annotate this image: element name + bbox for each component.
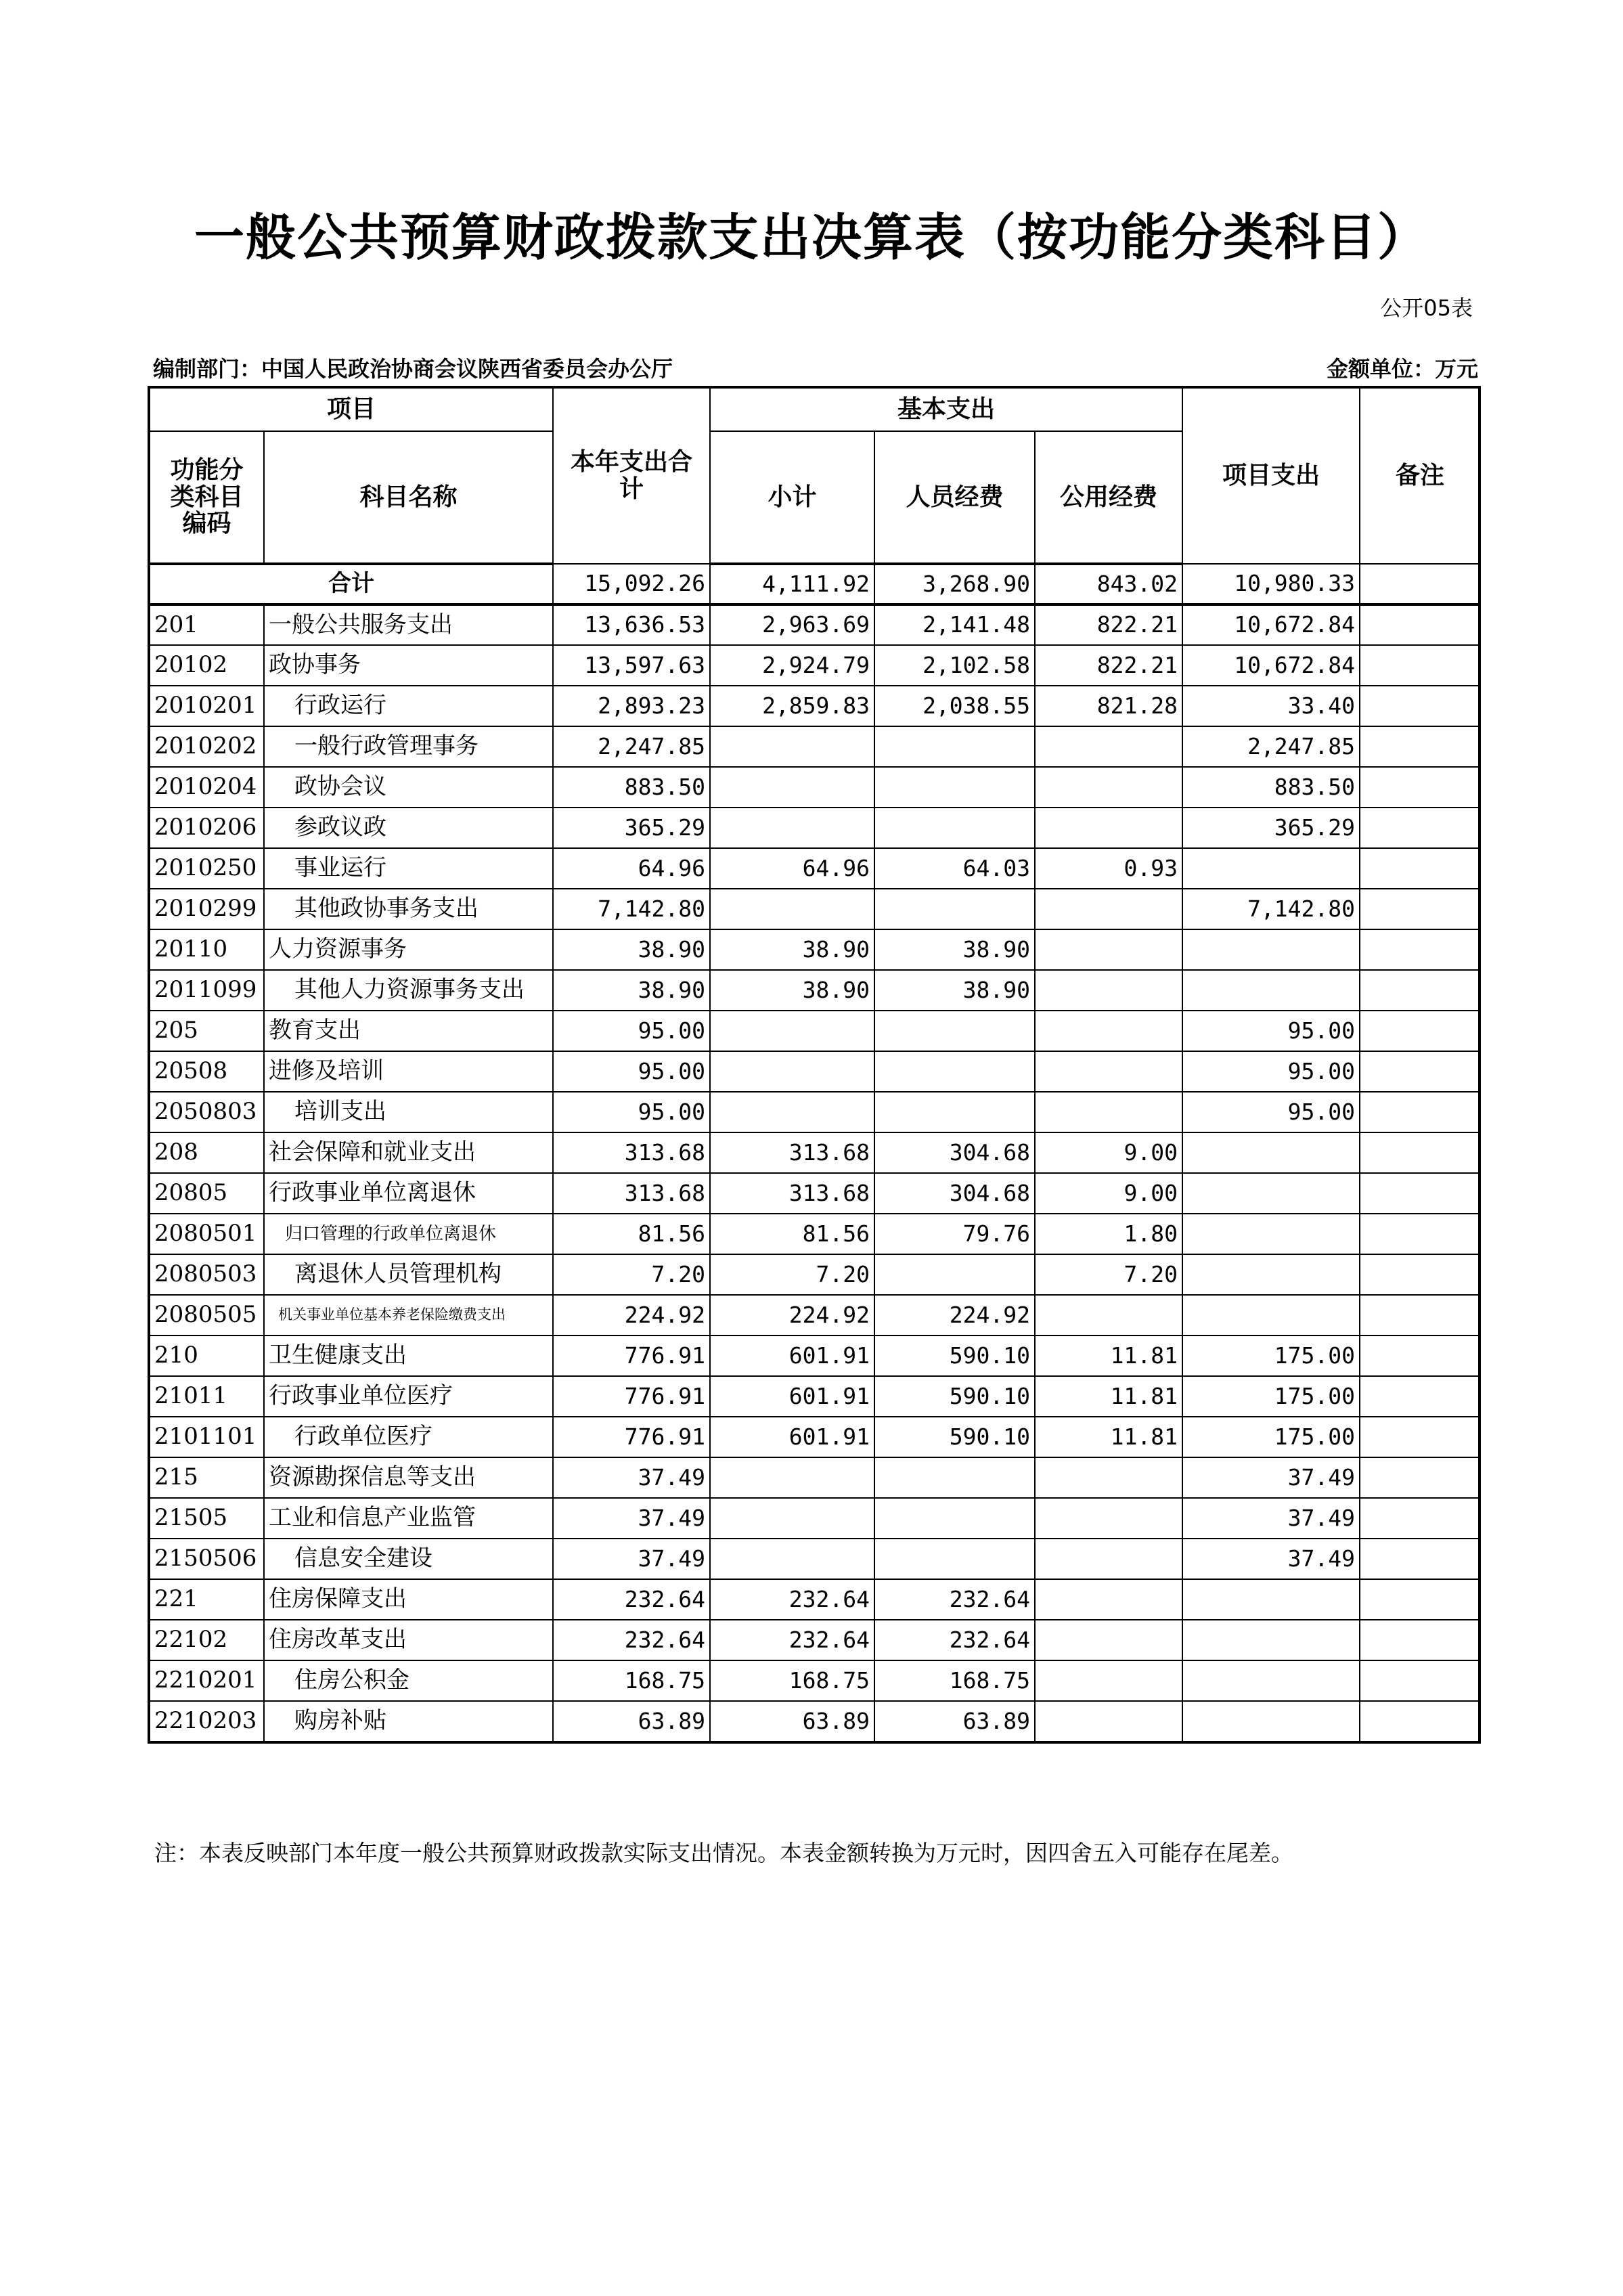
cell-project: 2,247.85 (1182, 726, 1360, 767)
cell-total: 95.00 (553, 1051, 710, 1092)
cell-name: 行政事业单位离退休 (264, 1173, 553, 1214)
cell-subtotal: 7.20 (710, 1254, 874, 1295)
cell-remark (1360, 1579, 1480, 1620)
department-label: 编制部门：中国人民政治协商会议陕西省委员会办公厅 (153, 356, 673, 382)
cell-total: 13,597.63 (553, 645, 710, 686)
cell-code: 2010206 (150, 808, 264, 848)
cell-project: 37.49 (1182, 1457, 1360, 1498)
header-total: 本年支出合 计 (553, 388, 710, 564)
cell-name: 进修及培训 (264, 1051, 553, 1092)
cell-name: 人力资源事务 (264, 929, 553, 970)
cell-remark (1360, 1132, 1480, 1173)
table-row (150, 1579, 1480, 1620)
cell-public: 9.00 (1035, 1132, 1182, 1173)
cell-personnel: 63.89 (874, 1701, 1035, 1742)
cell-total: 2,893.23 (553, 686, 710, 726)
cell-public (1035, 1539, 1182, 1579)
cell-personnel: 232.64 (874, 1579, 1035, 1620)
cell-public (1035, 1620, 1182, 1660)
cell-remark (1360, 1417, 1480, 1457)
cell-name: 培训支出 (264, 1092, 553, 1132)
cell-public (1035, 1701, 1182, 1742)
cell-code: 210 (150, 1335, 264, 1376)
cell-project (1182, 1173, 1360, 1214)
cell-remark (1360, 1295, 1480, 1335)
cell-total: 37.49 (553, 1539, 710, 1579)
cell-total: 7,142.80 (553, 889, 710, 929)
cell-public (1035, 1579, 1182, 1620)
cell-name: 离退休人员管理机构 (264, 1254, 553, 1295)
cell-name: 教育支出 (264, 1011, 553, 1051)
cell-code: 208 (150, 1132, 264, 1173)
cell-total: 232.64 (553, 1579, 710, 1620)
cell-subtotal: 232.64 (710, 1579, 874, 1620)
cell-public: 11.81 (1035, 1417, 1182, 1457)
cell-public: 822.21 (1035, 604, 1182, 645)
cell-subtotal (710, 1457, 874, 1498)
cell-public (1035, 929, 1182, 970)
table-row (150, 767, 1480, 808)
cell-total: 81.56 (553, 1214, 710, 1254)
cell-project: 175.00 (1182, 1335, 1360, 1376)
total-personnel: 3,268.90 (874, 564, 1035, 604)
cell-project (1182, 1660, 1360, 1701)
cell-name: 信息安全建设 (264, 1539, 553, 1579)
cell-name: 住房保障支出 (264, 1579, 553, 1620)
cell-remark (1360, 1660, 1480, 1701)
header-name: 科目名称 (264, 431, 553, 564)
cell-code: 22102 (150, 1620, 264, 1660)
cell-name: 政协会议 (264, 767, 553, 808)
cell-personnel (874, 1011, 1035, 1051)
total-public: 843.02 (1035, 564, 1182, 604)
cell-personnel: 38.90 (874, 929, 1035, 970)
cell-project: 10,672.84 (1182, 604, 1360, 645)
cell-total: 38.90 (553, 929, 710, 970)
cell-total: 63.89 (553, 1701, 710, 1742)
cell-code: 20805 (150, 1173, 264, 1214)
cell-subtotal: 313.68 (710, 1173, 874, 1214)
cell-remark (1360, 1092, 1480, 1132)
cell-personnel: 304.68 (874, 1173, 1035, 1214)
cell-public (1035, 1457, 1182, 1498)
cell-total: 7.20 (553, 1254, 710, 1295)
cell-code: 221 (150, 1579, 264, 1620)
cell-project (1182, 1620, 1360, 1660)
cell-code: 201 (150, 604, 264, 645)
cell-subtotal: 2,859.83 (710, 686, 874, 726)
cell-subtotal: 224.92 (710, 1295, 874, 1335)
cell-subtotal: 2,963.69 (710, 604, 874, 645)
table-row (150, 604, 1480, 645)
cell-code: 21011 (150, 1376, 264, 1417)
cell-total: 2,247.85 (553, 726, 710, 767)
cell-remark (1360, 767, 1480, 808)
cell-personnel: 590.10 (874, 1335, 1035, 1376)
cell-remark (1360, 1254, 1480, 1295)
cell-total: 95.00 (553, 1092, 710, 1132)
cell-public: 11.81 (1035, 1335, 1182, 1376)
table-row (150, 970, 1480, 1011)
cell-code: 2080501 (150, 1214, 264, 1254)
cell-total: 776.91 (553, 1335, 710, 1376)
table-row (150, 1335, 1480, 1376)
cell-personnel: 168.75 (874, 1660, 1035, 1701)
cell-project (1182, 970, 1360, 1011)
table-row (150, 1620, 1480, 1660)
cell-public: 11.81 (1035, 1376, 1182, 1417)
cell-public: 822.21 (1035, 645, 1182, 686)
cell-total: 64.96 (553, 848, 710, 889)
cell-code: 2010201 (150, 686, 264, 726)
header-row-1 (150, 388, 1480, 431)
total-row (150, 564, 1480, 604)
table-row (150, 1457, 1480, 1498)
cell-remark (1360, 1457, 1480, 1498)
total-subtotal: 4,111.92 (710, 564, 874, 604)
cell-project: 175.00 (1182, 1376, 1360, 1417)
cell-code: 2050803 (150, 1092, 264, 1132)
cell-code: 2080505 (150, 1295, 264, 1335)
cell-public (1035, 1051, 1182, 1092)
cell-name: 一般行政管理事务 (264, 726, 553, 767)
cell-name: 资源勘探信息等支出 (264, 1457, 553, 1498)
cell-remark (1360, 1051, 1480, 1092)
cell-subtotal: 313.68 (710, 1132, 874, 1173)
header-personnel: 人员经费 (874, 431, 1035, 564)
cell-code: 20508 (150, 1051, 264, 1092)
table-row (150, 1254, 1480, 1295)
cell-name: 一般公共服务支出 (264, 604, 553, 645)
cell-subtotal (710, 767, 874, 808)
cell-personnel: 2,102.58 (874, 645, 1035, 686)
cell-project: 95.00 (1182, 1011, 1360, 1051)
cell-project (1182, 1295, 1360, 1335)
cell-project: 37.49 (1182, 1498, 1360, 1539)
cell-subtotal: 601.91 (710, 1376, 874, 1417)
cell-public (1035, 1295, 1182, 1335)
total-project: 10,980.33 (1182, 564, 1360, 604)
cell-total: 313.68 (553, 1132, 710, 1173)
cell-name: 购房补贴 (264, 1701, 553, 1742)
cell-public (1035, 1011, 1182, 1051)
cell-remark (1360, 1376, 1480, 1417)
cell-subtotal: 168.75 (710, 1660, 874, 1701)
cell-public (1035, 1092, 1182, 1132)
footnote: 注：本表反映部门本年度一般公共预算财政拨款实际支出情况。本表金额转换为万元时，因四舍五入可能存在尾差。 (154, 1840, 1293, 1866)
cell-personnel (874, 1498, 1035, 1539)
cell-subtotal: 232.64 (710, 1620, 874, 1660)
cell-remark (1360, 848, 1480, 889)
header-basic: 基本支出 (710, 388, 1182, 431)
cell-project (1182, 929, 1360, 970)
cell-project (1182, 1701, 1360, 1742)
cell-subtotal (710, 1092, 874, 1132)
cell-personnel: 590.10 (874, 1376, 1035, 1417)
cell-project (1182, 848, 1360, 889)
table-row (150, 1173, 1480, 1214)
cell-code: 20102 (150, 645, 264, 686)
cell-project (1182, 1579, 1360, 1620)
cell-name: 行政单位医疗 (264, 1417, 553, 1457)
cell-subtotal: 2,924.79 (710, 645, 874, 686)
cell-total: 232.64 (553, 1620, 710, 1660)
cell-project: 95.00 (1182, 1051, 1360, 1092)
cell-personnel: 2,141.48 (874, 604, 1035, 645)
cell-personnel: 79.76 (874, 1214, 1035, 1254)
table-row (150, 1660, 1480, 1701)
cell-subtotal: 63.89 (710, 1701, 874, 1742)
cell-code: 2080503 (150, 1254, 264, 1295)
table-row (150, 1376, 1480, 1417)
cell-personnel: 38.90 (874, 970, 1035, 1011)
table-row (150, 1214, 1480, 1254)
cell-personnel (874, 767, 1035, 808)
table-row (150, 808, 1480, 848)
page-title: 一般公共预算财政拨款支出决算表（按功能分类科目） (194, 208, 1429, 267)
cell-total: 883.50 (553, 767, 710, 808)
cell-subtotal: 38.90 (710, 929, 874, 970)
cell-code: 2101101 (150, 1417, 264, 1457)
header-subtotal: 小计 (710, 431, 874, 564)
cell-remark (1360, 1011, 1480, 1051)
cell-total: 776.91 (553, 1417, 710, 1457)
cell-total: 13,636.53 (553, 604, 710, 645)
cell-name: 其他政协事务支出 (264, 889, 553, 929)
cell-remark (1360, 1498, 1480, 1539)
table-row (150, 645, 1480, 686)
cell-subtotal (710, 889, 874, 929)
cell-code: 2150506 (150, 1539, 264, 1579)
cell-total: 365.29 (553, 808, 710, 848)
header-remark: 备注 (1360, 388, 1480, 564)
cell-remark (1360, 929, 1480, 970)
cell-personnel (874, 1051, 1035, 1092)
cell-remark (1360, 1539, 1480, 1579)
cell-name: 住房改革支出 (264, 1620, 553, 1660)
cell-code: 2010250 (150, 848, 264, 889)
cell-subtotal (710, 1011, 874, 1051)
cell-remark (1360, 1173, 1480, 1214)
cell-code: 2210201 (150, 1660, 264, 1701)
cell-total: 37.49 (553, 1457, 710, 1498)
table-row (150, 726, 1480, 767)
table-row (150, 1498, 1480, 1539)
cell-code: 21505 (150, 1498, 264, 1539)
cell-public: 1.80 (1035, 1214, 1182, 1254)
table-row (150, 889, 1480, 929)
cell-personnel (874, 889, 1035, 929)
cell-subtotal (710, 1051, 874, 1092)
cell-personnel (874, 1539, 1035, 1579)
cell-name: 工业和信息产业监管 (264, 1498, 553, 1539)
cell-name: 政协事务 (264, 645, 553, 686)
cell-project: 10,672.84 (1182, 645, 1360, 686)
cell-subtotal (710, 808, 874, 848)
cell-code: 20110 (150, 929, 264, 970)
cell-project: 95.00 (1182, 1092, 1360, 1132)
table-row (150, 1539, 1480, 1579)
table-row (150, 848, 1480, 889)
expenditure-table (149, 387, 1481, 1742)
header-code: 功能分 类科目 编码 (150, 431, 264, 564)
cell-public: 9.00 (1035, 1173, 1182, 1214)
cell-name: 其他人力资源事务支出 (264, 970, 553, 1011)
cell-remark (1360, 970, 1480, 1011)
cell-project: 883.50 (1182, 767, 1360, 808)
cell-subtotal: 601.91 (710, 1335, 874, 1376)
table-row (150, 1092, 1480, 1132)
cell-total: 313.68 (553, 1173, 710, 1214)
cell-name: 归口管理的行政单位离退休 (264, 1214, 553, 1254)
cell-remark (1360, 1620, 1480, 1660)
cell-code: 2010299 (150, 889, 264, 929)
table-row (150, 929, 1480, 970)
cell-subtotal: 601.91 (710, 1417, 874, 1457)
table-row (150, 1051, 1480, 1092)
cell-total: 168.75 (553, 1660, 710, 1701)
cell-personnel: 304.68 (874, 1132, 1035, 1173)
form-number: 公开05表 (1380, 295, 1473, 321)
header-public: 公用经费 (1035, 431, 1182, 564)
table-row (150, 1417, 1480, 1457)
cell-project: 33.40 (1182, 686, 1360, 726)
cell-public (1035, 889, 1182, 929)
cell-project (1182, 1214, 1360, 1254)
header-project: 项目 (150, 388, 553, 431)
cell-personnel (874, 808, 1035, 848)
cell-name: 住房公积金 (264, 1660, 553, 1701)
table-row (150, 1011, 1480, 1051)
cell-name: 卫生健康支出 (264, 1335, 553, 1376)
cell-total: 224.92 (553, 1295, 710, 1335)
cell-remark (1360, 645, 1480, 686)
cell-subtotal (710, 726, 874, 767)
cell-project: 365.29 (1182, 808, 1360, 848)
cell-code: 205 (150, 1011, 264, 1051)
cell-personnel: 590.10 (874, 1417, 1035, 1457)
total-amount: 15,092.26 (553, 564, 710, 604)
cell-name: 行政事业单位医疗 (264, 1376, 553, 1417)
cell-code: 2010204 (150, 767, 264, 808)
table-row (150, 686, 1480, 726)
cell-code: 2011099 (150, 970, 264, 1011)
total-remark (1360, 564, 1480, 604)
cell-personnel (874, 1457, 1035, 1498)
cell-remark (1360, 726, 1480, 767)
cell-project: 7,142.80 (1182, 889, 1360, 929)
cell-public: 7.20 (1035, 1254, 1182, 1295)
cell-code: 215 (150, 1457, 264, 1498)
cell-subtotal: 38.90 (710, 970, 874, 1011)
cell-project: 175.00 (1182, 1417, 1360, 1457)
cell-public (1035, 767, 1182, 808)
cell-name: 社会保障和就业支出 (264, 1132, 553, 1173)
cell-total: 776.91 (553, 1376, 710, 1417)
cell-personnel: 64.03 (874, 848, 1035, 889)
header-project-expense: 项目支出 (1182, 388, 1360, 564)
cell-remark (1360, 1335, 1480, 1376)
table-row (150, 1701, 1480, 1742)
cell-total: 95.00 (553, 1011, 710, 1051)
cell-name: 参政议政 (264, 808, 553, 848)
cell-name: 机关事业单位基本养老保险缴费支出 (264, 1295, 553, 1335)
cell-total: 37.49 (553, 1498, 710, 1539)
cell-remark (1360, 604, 1480, 645)
cell-subtotal: 81.56 (710, 1214, 874, 1254)
cell-code: 2010202 (150, 726, 264, 767)
cell-name: 行政运行 (264, 686, 553, 726)
cell-project: 37.49 (1182, 1539, 1360, 1579)
table-row (150, 1295, 1480, 1335)
cell-remark (1360, 1701, 1480, 1742)
cell-public (1035, 726, 1182, 767)
cell-public (1035, 808, 1182, 848)
cell-project (1182, 1254, 1360, 1295)
cell-personnel: 232.64 (874, 1620, 1035, 1660)
cell-code: 2210203 (150, 1701, 264, 1742)
cell-name: 事业运行 (264, 848, 553, 889)
cell-subtotal (710, 1498, 874, 1539)
cell-personnel: 2,038.55 (874, 686, 1035, 726)
cell-subtotal: 64.96 (710, 848, 874, 889)
cell-personnel (874, 1254, 1035, 1295)
amount-unit-label: 金额单位：万元 (1326, 356, 1478, 382)
cell-total: 38.90 (553, 970, 710, 1011)
cell-personnel: 224.92 (874, 1295, 1035, 1335)
cell-project (1182, 1132, 1360, 1173)
cell-remark (1360, 808, 1480, 848)
cell-personnel (874, 726, 1035, 767)
cell-remark (1360, 686, 1480, 726)
cell-public: 0.93 (1035, 848, 1182, 889)
cell-remark (1360, 889, 1480, 929)
cell-personnel (874, 1092, 1035, 1132)
cell-subtotal (710, 1539, 874, 1579)
cell-remark (1360, 1214, 1480, 1254)
cell-public (1035, 1498, 1182, 1539)
cell-public (1035, 970, 1182, 1011)
table-row (150, 1132, 1480, 1173)
cell-public (1035, 1660, 1182, 1701)
total-label: 合计 (150, 564, 553, 604)
cell-public: 821.28 (1035, 686, 1182, 726)
